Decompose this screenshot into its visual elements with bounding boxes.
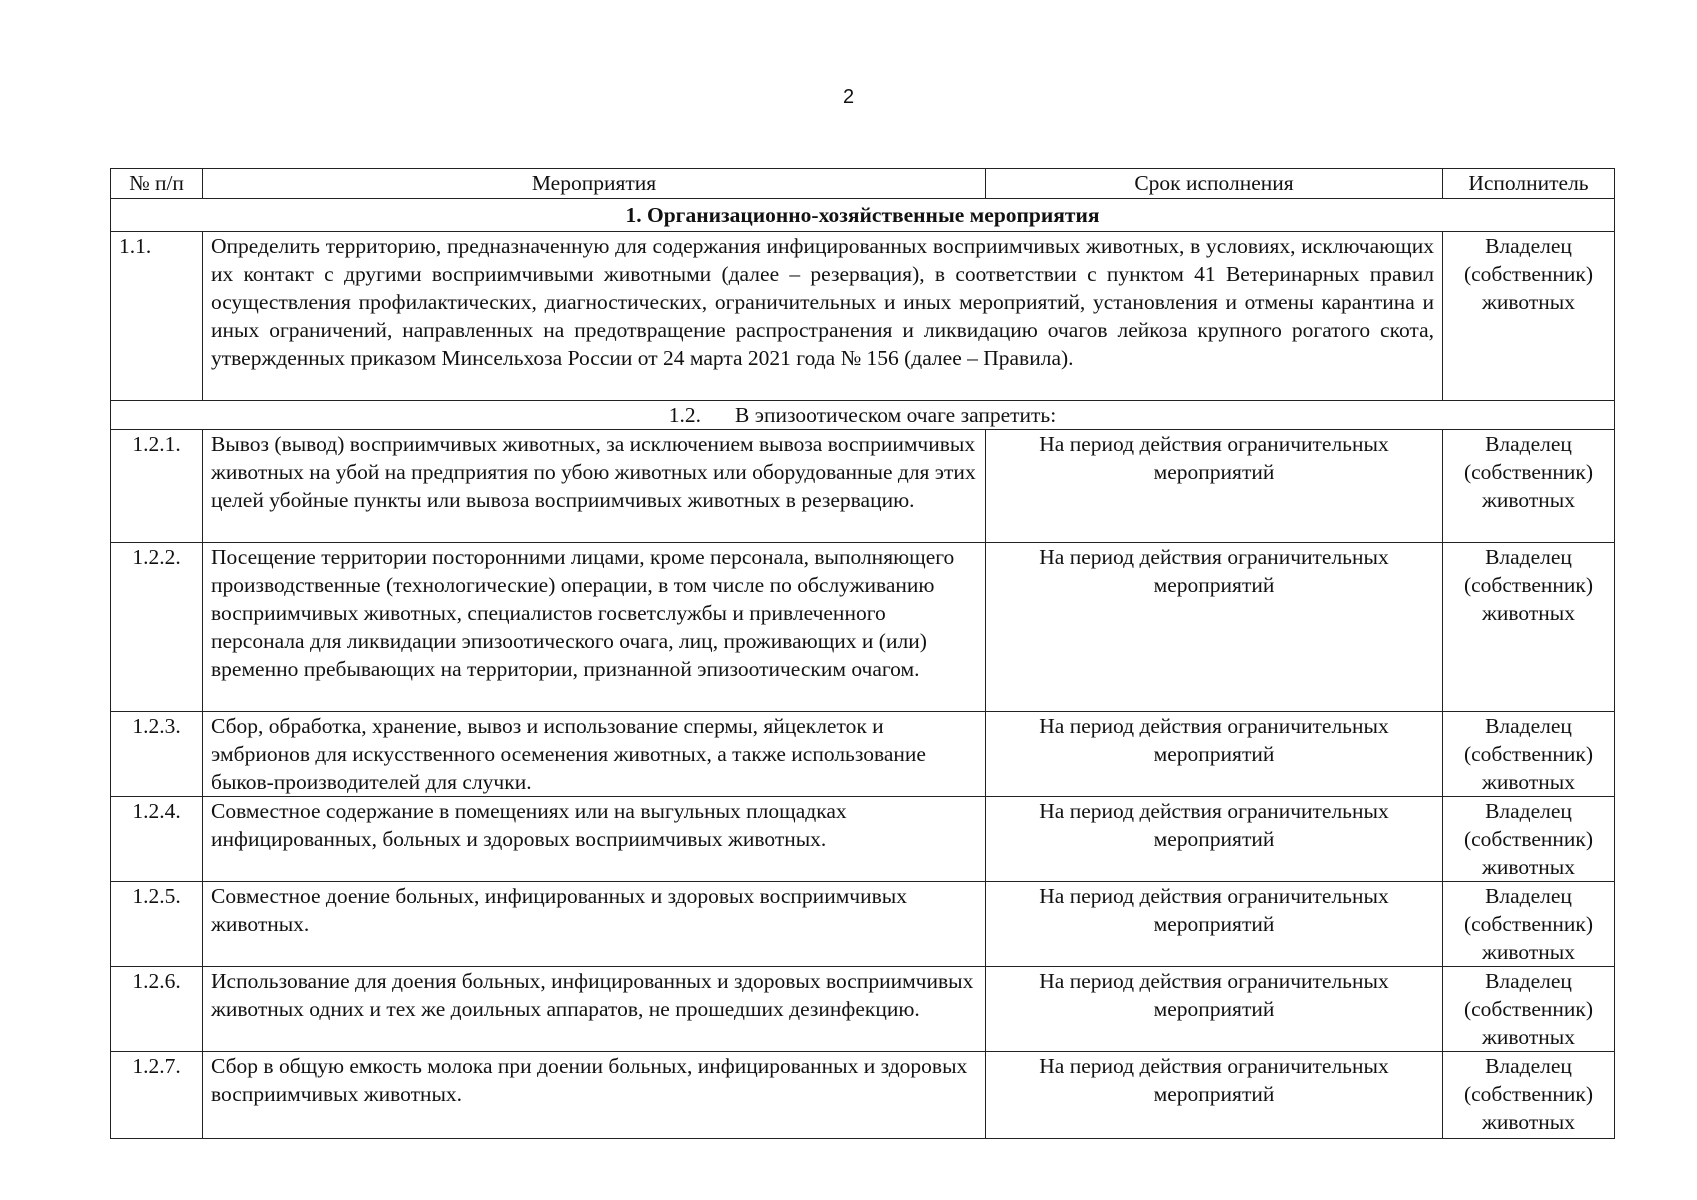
header-num: № п/п bbox=[111, 169, 203, 199]
table-row bbox=[111, 882, 1615, 967]
row-term: На период действия ограничительных мероприятий bbox=[986, 712, 1443, 797]
row-text: Определить территорию, предназначенную для содержания инфицированных восприимчивых животных, в условиях, исключающих их контакт с другими восприимчивыми животными (далее – резервация), в соответствии с пунктом 41 Ветеринарных правил осуществления профилактических, диагностических, ограничительных и иных мероприятий, установления и отмены карантина и иных ограничений, направленных на предотвращение распространения и ликвидацию очагов лейкоза крупного рогатого скота, утвержденных приказом Минсельхоза России от 24 марта 2021 года № 156 (далее – Правила). bbox=[203, 232, 1443, 401]
row-text: Посещение территории посторонними лицами, кроме персонала, выполняющего производственные (технологические) операции, в том числе по обслуживанию восприимчивых животных, специалистов госветслужбы и привлеченного персонала для ликвидации эпизоотического очага, лиц, проживающих и (или) временно пребывающих на территории, признанной эпизоотическим очагом. bbox=[203, 543, 986, 712]
row-text: Использование для доения больных, инфицированных и здоровых восприимчивых животных одних и тех же доильных аппаратов, не прошедших дезинфекцию. bbox=[203, 967, 986, 1052]
table-row bbox=[111, 1052, 1615, 1139]
row-num: 1.2.5. bbox=[111, 882, 203, 967]
table-header-row bbox=[111, 169, 1615, 199]
header-executor: Исполнитель bbox=[1443, 169, 1615, 199]
page-number: 2 bbox=[842, 86, 855, 108]
table-row bbox=[111, 232, 1615, 401]
row-term: На период действия ограничительных мероприятий bbox=[986, 797, 1443, 882]
row-num: 1.2.1. bbox=[111, 430, 203, 543]
measures-table bbox=[110, 168, 1615, 1139]
header-term: Срок исполнения bbox=[986, 169, 1443, 199]
row-term: На период действия ограничительных мероприятий bbox=[986, 1052, 1443, 1139]
row-text: Сбор в общую емкость молока при доении больных, инфицированных и здоровых восприимчивых животных. bbox=[203, 1052, 986, 1139]
subsection-num: 1.2. bbox=[668, 403, 702, 427]
row-term: На период действия ограничительных мероприятий bbox=[986, 967, 1443, 1052]
row-executor: Владелец (собственник) животных bbox=[1443, 430, 1615, 543]
row-text: Вывоз (вывод) восприимчивых животных, за исключением вывоза восприимчивых животных на убой на предприятия по убою животных или оборудованные для этих целей убойные пункты или вывоза восприимчивых животных в резервацию. bbox=[203, 430, 986, 543]
table-row bbox=[111, 543, 1615, 712]
row-executor: Владелец (собственник) животных bbox=[1443, 1052, 1615, 1139]
row-executor: Владелец (собственник) животных bbox=[1443, 712, 1615, 797]
row-num: 1.2.4. bbox=[111, 797, 203, 882]
table-row bbox=[111, 797, 1615, 882]
row-num: 1.2.2. bbox=[111, 543, 203, 712]
row-num: 1.1. bbox=[111, 232, 203, 401]
row-num: 1.2.6. bbox=[111, 967, 203, 1052]
subsection-cell bbox=[111, 401, 1615, 430]
row-term: На период действия ограничительных мероприятий bbox=[986, 543, 1443, 712]
row-num: 1.2.7. bbox=[111, 1052, 203, 1139]
subsection-row bbox=[111, 401, 1615, 430]
table-row bbox=[111, 712, 1615, 797]
row-executor: Владелец (собственник) животных bbox=[1443, 882, 1615, 967]
row-executor: Владелец (собственник) животных bbox=[1443, 967, 1615, 1052]
subsection-text: В эпизоотическом очаге запретить: bbox=[735, 403, 1057, 427]
row-text: Совместное доение больных, инфицированных и здоровых восприимчивых животных. bbox=[203, 882, 986, 967]
row-text: Сбор, обработка, хранение, вывоз и использование спермы, яйцеклеток и эмбрионов для искусственного осеменения животных, а также использование быков-производителей для случки. bbox=[203, 712, 986, 797]
table-row bbox=[111, 430, 1615, 543]
header-activities: Мероприятия bbox=[203, 169, 986, 199]
row-executor: Владелец (собственник) животных bbox=[1443, 543, 1615, 712]
row-term: На период действия ограничительных мероприятий bbox=[986, 430, 1443, 543]
row-text: Совместное содержание в помещениях или на выгульных площадках инфицированных, больных и здоровых восприимчивых животных. bbox=[203, 797, 986, 882]
section-title: 1. Организационно-хозяйственные мероприятия bbox=[111, 199, 1615, 232]
row-term: На период действия ограничительных мероприятий bbox=[986, 882, 1443, 967]
row-executor: Владелец (собственник) животных bbox=[1443, 232, 1615, 401]
row-num: 1.2.3. bbox=[111, 712, 203, 797]
section-row bbox=[111, 199, 1615, 232]
row-executor: Владелец (собственник) животных bbox=[1443, 797, 1615, 882]
table-row bbox=[111, 967, 1615, 1052]
